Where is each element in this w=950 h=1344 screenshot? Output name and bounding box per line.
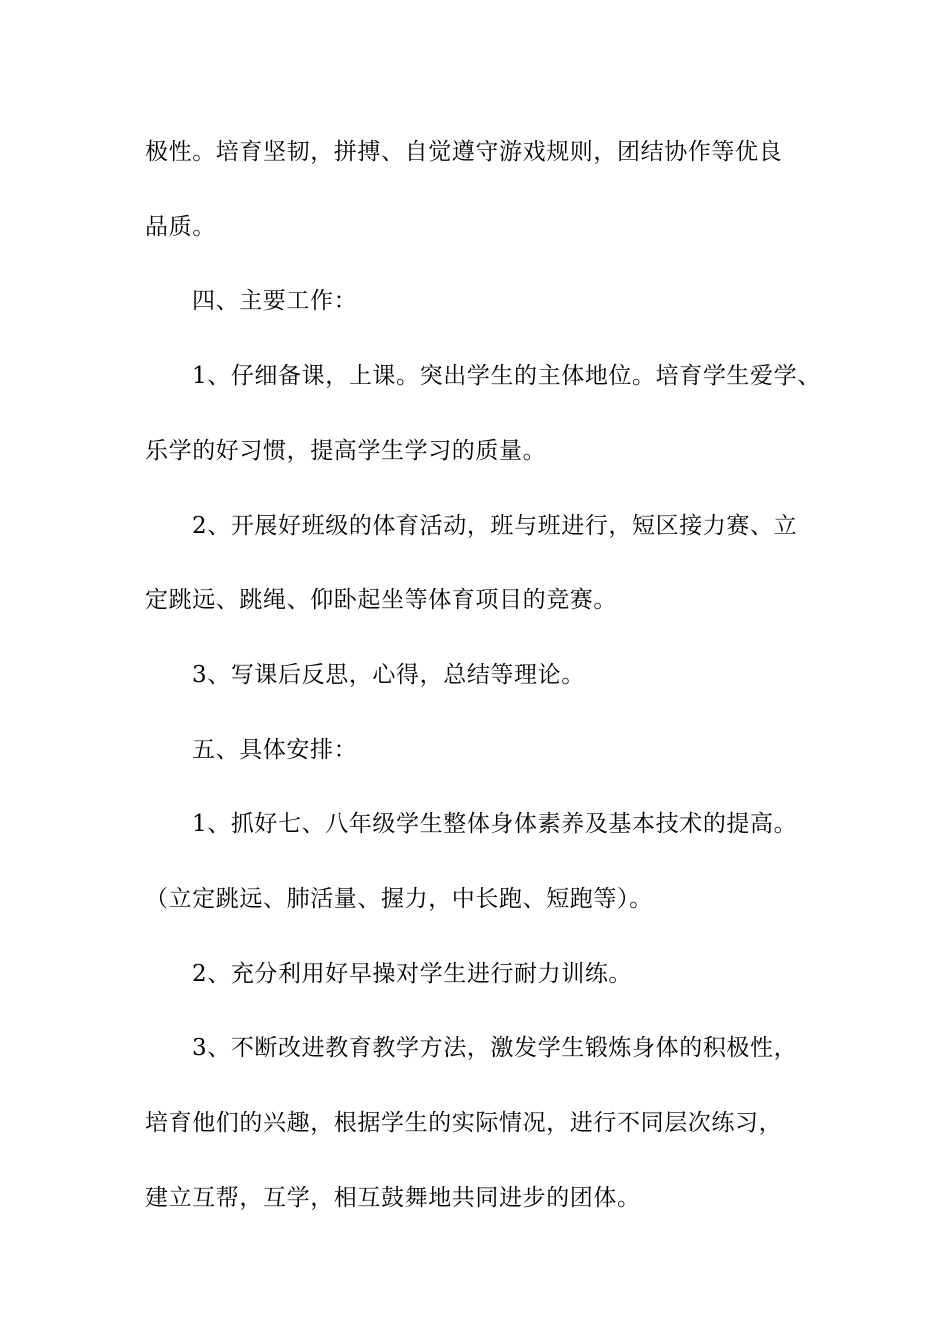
section-heading-arrangement: 五、具体安排： (192, 737, 358, 763)
body-text-line: 品质。 (145, 214, 216, 240)
list-item-text: 1、仔细备课，上课。突出学生的主体地位。培育学生爱学、 (192, 363, 821, 389)
body-text-line: 建立互帮，互学，相互鼓舞地共同进步的团体。 (145, 1185, 641, 1211)
list-item-text: 3、不断改进教育教学方法，激发学生锻炼身体的积极性， (192, 1035, 798, 1061)
body-text-line: 培育他们的兴趣，根据学生的实际情况，进行不同层次练习， (145, 1110, 783, 1136)
body-text-line: 乐学的好习惯，提高学生学习的质量。 (145, 438, 547, 464)
body-text-line: （立定跳远、肺活量、握力，中长跑、短跑等）。 (145, 886, 653, 912)
body-text-line: 极性。培育坚韧，拼搏、自觉遵守游戏规则，团结协作等优良 (145, 139, 783, 165)
list-item-text: 1、抓好七、八年级学生整体身体素养及基本技术的提高。 (192, 811, 798, 837)
body-text-line: 定跳远、跳绳、仰卧起坐等体育项目的竞赛。 (145, 587, 617, 613)
list-item-text: 3、写课后反思，心得，总结等理论。 (192, 662, 585, 688)
list-item-text: 2、开展好班级的体育活动，班与班进行，短区接力赛、立 (192, 513, 798, 539)
section-heading-main-work: 四、主要工作： (192, 288, 358, 314)
list-item-text: 2、充分利用好早操对学生进行耐力训练。 (192, 961, 633, 987)
